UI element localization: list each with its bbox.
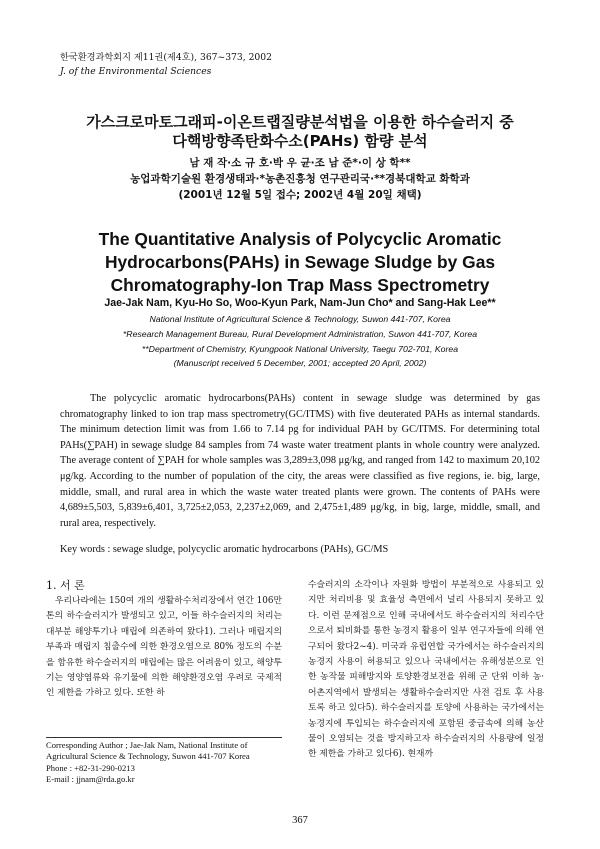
english-title-line2: Hydrocarbons(PAHs) in Sewage Sludge by Gas — [104, 252, 496, 272]
korean-dates: (2001년 12월 5일 접수; 2002년 4월 20일 채택) — [178, 189, 422, 201]
footnote-rule — [46, 737, 282, 738]
journal-korean-reference: 한국환경과학회지 제11권(제4호), 367~373, 2002 — [60, 52, 272, 63]
intro-paragraph-left: 우리나라에는 150여 개의 생활하수처리장에서 연간 106만 톤의 하수슬러지가 발생되고 있고, 이들 하수슬러지의 처리는 대부분 해양투기나 매립에 의존하여 왔다1). 그러나 매립지의 부족과 매립지 침출수에 의한 환경오염으로 80% 정도의 수분을 함유한 하수슬러지의 매립에는 많은 어려움이 있고, 해양투기는 영양염류와 유기물에 의한 해양환경오염 우려로 국제적인 제한을 가하고 있다. 또한 하 — [46, 596, 282, 699]
abstract: The polycyclic aromatic hydrocarbons(PAHs) content in sewage sludge was determined by gas chromatography linked to ion trap mass spectrometry(GC/ITMS) with five deuterated PAHs as internal standards. The minimum detection limit was from 1.66 to 7.14 pg for individual PAH by GC/ITMS. For determining total PAHs(∑PAH) in sewage sludge 84 samples from 74 waste water treatment plants in whole country were analyzed. The average content of ∑PAH for whole samples was 3,289±3,098 μg/kg, and ranged from 142 to maximum 20,102 μg/kg. According to the number of population of the city, the areas were classified as five regions, ie. big, large, middle, small, and rural area in which the waste water treated plants were grown. The contents of PAHs were 4,689±5,503, 5,839±6,401, 3,725±2,053, 2,237±2,069, and 2,475±1,489 μg/kg, in big, large, middle, small, and rural area, respectively. — [60, 393, 540, 529]
page-number: 367 — [292, 815, 308, 826]
footnote-email: E-mail : jjnam@rda.go.kr — [46, 774, 135, 785]
affiliation-line: **Department of Chemistry, Kyungpook National University, Taegu 702-701, Korea — [141, 343, 459, 354]
korean-title — [0, 113, 600, 151]
korean-title-line2: 다핵방향족탄화수소(PAHs) 함량 분석 — [172, 132, 428, 150]
affiliation-line: *Research Management Bureau, Rural Development Administration, Suwon 441-707, Korea — [122, 328, 478, 339]
footnote-phone: Phone : +82-31-290-0213 — [46, 762, 135, 773]
english-title-line3: Chromatography-Ion Trap Mass Spectrometry — [110, 275, 490, 295]
journal-english-name: J. of the Environmental Sciences — [60, 66, 212, 77]
korean-author-block — [0, 155, 600, 203]
english-title-line1: The Quantitative Analysis of Polycyclic Aromatic — [98, 229, 502, 249]
intro-left-column — [46, 578, 282, 702]
keywords: Key words : sewage sludge, polycyclic aromatic hydrocarbons (PAHs), GC/MS — [60, 544, 389, 555]
english-author-names: Jae-Jak Nam, Kyu-Ho So, Woo-Kyun Park, Nam-Jun Cho* and Sang-Hak Lee** — [104, 297, 496, 309]
intro-paragraph-right: 수슬러지의 소각이나 자원화 방법이 부분적으로 사용되고 있지만 처리비용 및 효율성 측면에서 널리 사용되지 못하고 있다. 이런 문제점으로 인해 국내에서도 하수슬러지의 처리수단으로서 퇴비화를 통한 농경지 활용이 일부 연구자들에 의해 연구되어 왔다2~4). 미국과 유럽연합 국가에서는 하수슬러지의 농경지 사용이 허용되고 있으나 국내에서는 유해성분으로 인한 농작물 피해방지와 토양환경보전을 위해 군 단위 이하 농·어촌지역에서 발생되는 생활하수슬러지만 사전 검토 후 사용토록 하고 있다5). 하수슬러지를 토양에 사용하는 국가에서는 농경지에 투입되는 하수슬러지에 포함된 중금속에 의해 농산물이 오염되는 것을 방지하고자 하수슬러지의 사용량에 일정한 제한을 가하고 있다6). 현재까 — [308, 580, 544, 760]
korean-author-names: 남 재 작·소 규 호·박 우 균·조 남 준*·이 상 학** — [189, 157, 411, 169]
english-affiliations — [0, 312, 600, 371]
journal-header — [60, 51, 272, 79]
korean-affiliations: 농업과학기술원 환경생태과·*농촌진흥청 연구관리국·**경북대학교 화학과 — [130, 173, 470, 185]
corresponding-author-footnote — [46, 737, 286, 786]
affiliation-line: National Institute of Agricultural Science & Technology, Suwon 441-707, Korea — [149, 314, 451, 324]
korean-title-line1: 가스크로마토그래피-이온트랩질량분석법을 이용한 하수슬러지 중 — [86, 113, 514, 131]
intro-right-column — [308, 578, 544, 763]
manuscript-dates: (Manuscript received 5 December, 2001; accepted 20 April, 2002) — [173, 358, 427, 369]
english-title — [0, 228, 600, 297]
section-heading-introduction: 1. 서 론 — [46, 579, 85, 592]
footnote-author: Corresponding Author ; Jae-Jak Nam, National Institute of Agricultural Science & Technology, Suwon 441-707 Korea — [46, 740, 250, 762]
